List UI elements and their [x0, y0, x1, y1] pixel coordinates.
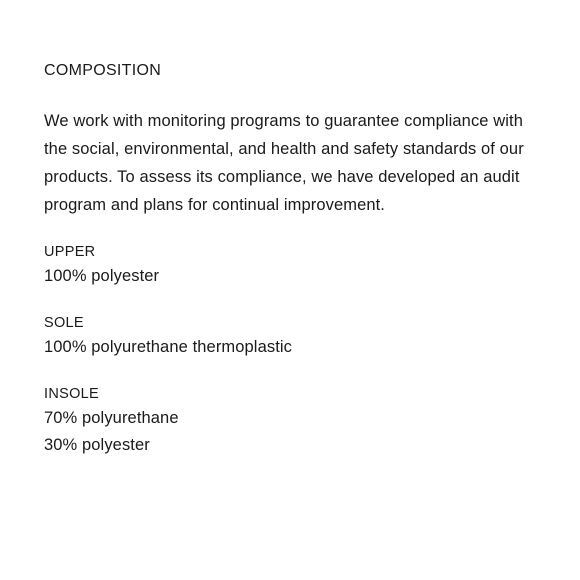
- part-label-insole: INSOLE: [44, 386, 99, 402]
- part-label-upper: UPPER: [44, 244, 96, 260]
- composition-panel: [44, 59, 544, 459]
- intro-text: We work with monitoring programs to guarantee compliance with the social, environmental, and health and safety standards of our products. To assess its compliance, we have developed an audit program and plans for continual improvement.: [44, 112, 524, 214]
- part-upper: [44, 241, 544, 290]
- section-title: COMPOSITION: [44, 62, 162, 79]
- part-material: 100% polyester: [44, 267, 160, 285]
- part-material: 70% polyurethane: [44, 409, 179, 427]
- part-material: 30% polyester: [44, 436, 150, 454]
- part-material: 100% polyurethane thermoplastic: [44, 338, 292, 356]
- part-label-sole: SOLE: [44, 315, 84, 331]
- part-sole: [44, 312, 544, 361]
- part-insole: [44, 383, 544, 459]
